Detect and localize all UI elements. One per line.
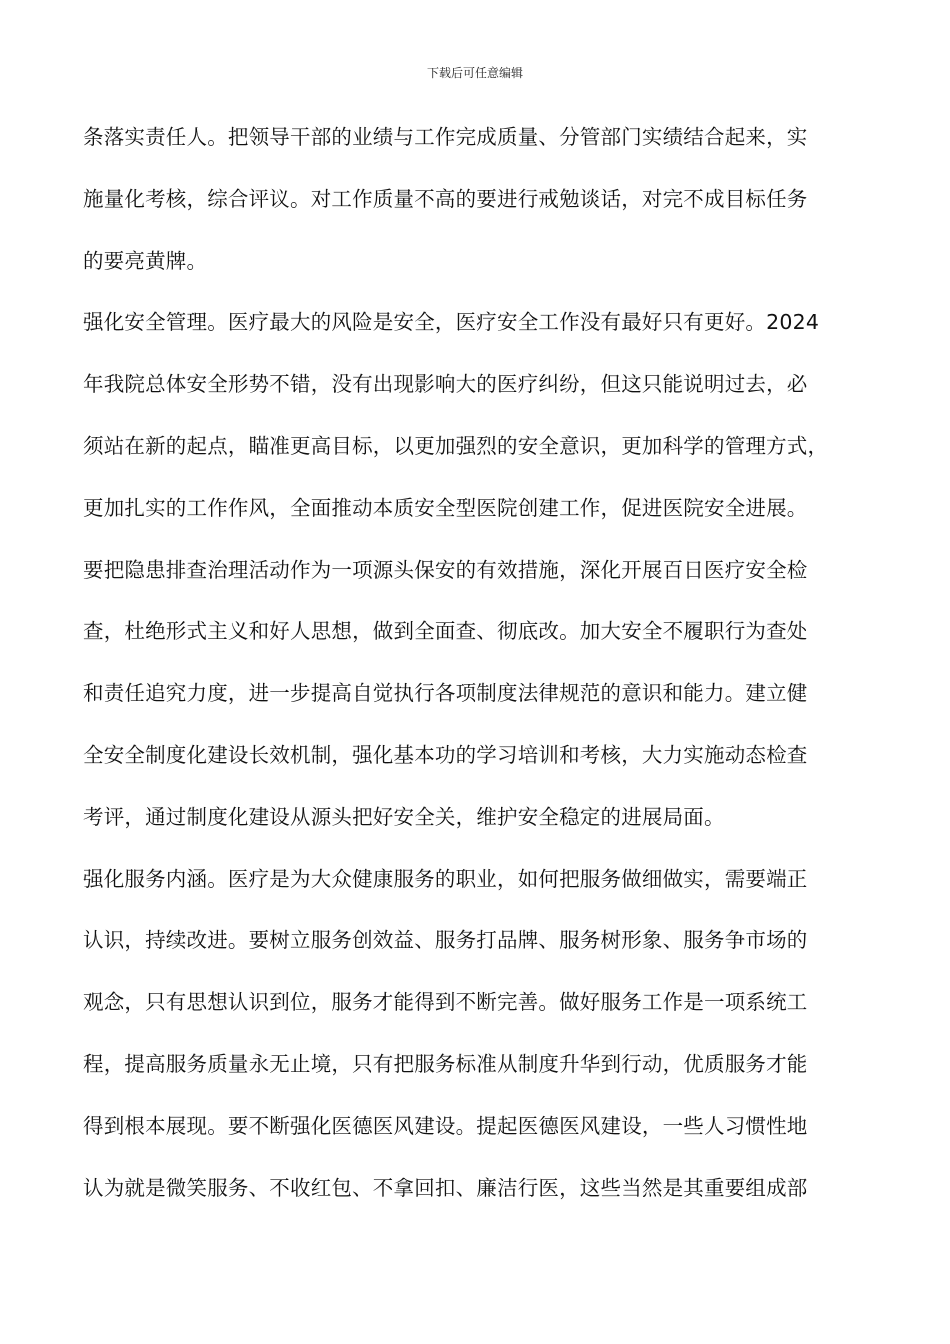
text-line: 程，提高服务质量永无止境，只有把服务标准从制度升华到行动，优质服务才能 xyxy=(83,1051,808,1076)
text-line: 施量化考核，综合评议。对工作质量不高的要进行戒勉谈话，对完不成目标任务 xyxy=(83,186,808,211)
document-body xyxy=(83,114,883,1226)
text-line: 须站在新的起点，瞄准更高目标，以更加强烈的安全意识，更加科学的管理方式， xyxy=(83,433,829,458)
text-line: 要把隐患排查治理活动作为一项源头保安的有效措施，深化开展百日医疗安全检 xyxy=(83,557,808,582)
text-line: 更加扎实的工作作风，全面推动本质安全型医院创建工作，促进医院安全进展。 xyxy=(83,495,808,520)
text-line: 查，杜绝形式主义和好人思想，做到全面查、彻底改。加大安全不履职行为查处 xyxy=(83,619,808,644)
text-line: 得到根本展现。要不断强化医德医风建设。提起医德医风建设，一些人习惯性地 xyxy=(83,1113,808,1138)
text-line: 强化安全管理。医疗最大的风险是安全，医疗安全工作没有最好只有更好。2024 xyxy=(83,310,820,335)
text-line: 强化服务内涵。医疗是为大众健康服务的职业，如何把服务做细做实，需要端正 xyxy=(83,866,808,891)
text-line: 认识，持续改进。要树立服务创效益、服务打品牌、服务树形象、服务争市场的 xyxy=(83,928,808,953)
text-line: 年我院总体安全形势不错，没有出现影响大的医疗纠纷，但这只能说明过去，必 xyxy=(83,372,808,397)
text-line: 和责任追究力度，进一步提高自觉执行各项制度法律规范的意识和能力。建立健 xyxy=(83,681,808,706)
text-line: 考评，通过制度化建设从源头把好安全关，维护安全稳定的进展局面。 xyxy=(83,804,725,829)
text-line: 条落实责任人。把领导干部的业绩与工作完成质量、分管部门实绩结合起来，实 xyxy=(83,125,808,149)
text-line: 的要亮黄牌。 xyxy=(83,248,208,273)
page-header: 下载后可任意编辑 xyxy=(426,66,523,80)
text-line: 全安全制度化建设长效机制，强化基本功的学习培训和考核，大力实施动态检查 xyxy=(83,742,808,767)
text-line: 观念，只有思想认识到位，服务才能得到不断完善。做好服务工作是一项系统工 xyxy=(83,990,808,1015)
text-line: 认为就是微笑服务、不收红包、不拿回扣、廉洁行医，这些当然是其重要组成部 xyxy=(83,1175,808,1200)
